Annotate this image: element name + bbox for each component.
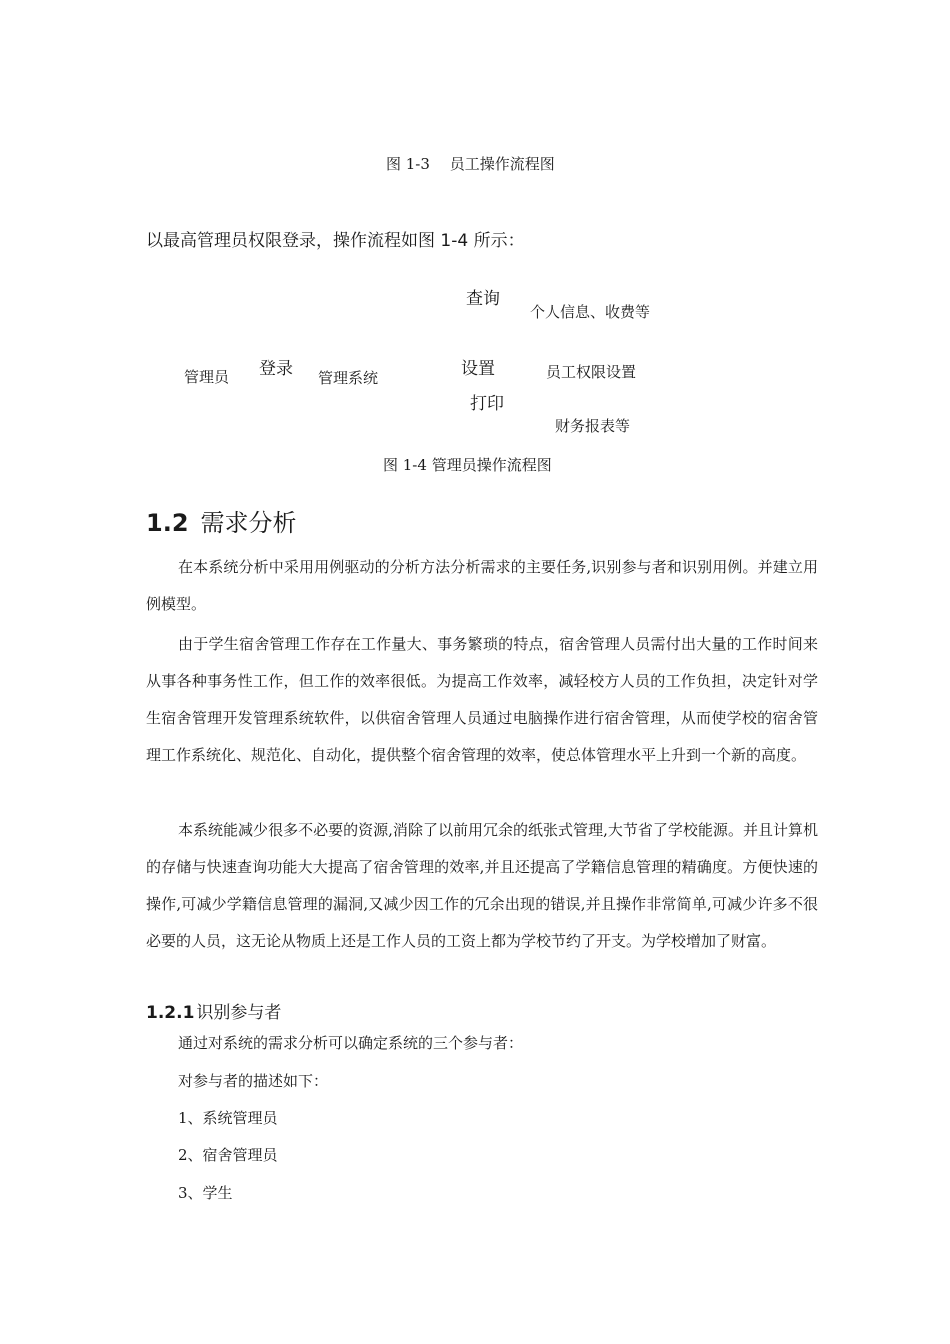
list-item: 1、系统管理员 (178, 1109, 278, 1127)
section-heading-1-2-1 (146, 998, 281, 1023)
diagram-login-label: 登录 (259, 359, 293, 379)
diagram-query-label: 查询 (466, 289, 500, 309)
paragraph-2: 由于学生宿舍管理工作存在工作量大、事务繁琐的特点，宿舍管理人员需付出大量的工作时间来从事各种事务性工作，但工作的效率很低。为提高工作效率，减轻校方人员的工作负担，决定针对学生宿舍管理开发管理系统软件，以供宿舍管理人员通过电脑操作进行宿舍管理，从而使学校的宿舍管理工作系统化、规范化、自动化，提供整个宿舍管理的效率，使总体管理水平上升到一个新的高度。 (146, 635, 818, 764)
diagram-print-label: 打印 (470, 394, 504, 414)
diagram-settings-label: 设置 (461, 359, 495, 379)
diagram-print-detail: 财务报表等 (555, 417, 631, 435)
subsection-title: 识别参与者 (196, 1003, 282, 1023)
diagram-system-label: 管理系统 (318, 369, 379, 387)
list-item: 3、学生 (178, 1184, 233, 1202)
section-title: 需求分析 (200, 509, 297, 537)
diagram-admin-label: 管理员 (184, 368, 230, 386)
participants-intro: 通过对系统的需求分析可以确定系统的三个参与者： (178, 1034, 524, 1052)
diagram-settings-detail: 员工权限设置 (546, 363, 637, 381)
subsection-number: 1.2.1 (146, 1003, 195, 1023)
figure-1-4-caption: 图 1-4 管理员操作流程图 (383, 456, 552, 474)
paragraph-3: 本系统能减少很多不必要的资源,消除了以前用冗余的纸张式管理,大节省了学校能源。并且计算机的存储与快速查询功能大大提高了宿舍管理的效率,并且还提高了学籍信息管理的精确度。方便快速的操作,可减少学籍信息管理的漏洞,又减少因工作的冗余出现的错误,并且操作非常简单,可减少许多不很必要的人员，这无论从物质上还是工作人员的工资上都为学校节约了开支。为学校增加了财富。 (146, 821, 818, 950)
intro-text: 以最高管理员权限登录，操作流程如图 1-4 所示： (146, 231, 525, 251)
section-number: 1.2 (146, 509, 189, 537)
section-heading-1-2 (146, 503, 297, 538)
participants-description-intro: 对参与者的描述如下： (178, 1072, 329, 1090)
diagram-query-detail: 个人信息、收费等 (530, 303, 651, 321)
list-item: 2、宿舍管理员 (178, 1146, 278, 1164)
paragraph-1: 在本系统分析中采用用例驱动的分析方法分析需求的主要任务,识别参与者和识别用例。并建立用例模型。 (146, 558, 818, 613)
figure-1-3-caption: 图 1-3 员工操作流程图 (386, 155, 555, 173)
